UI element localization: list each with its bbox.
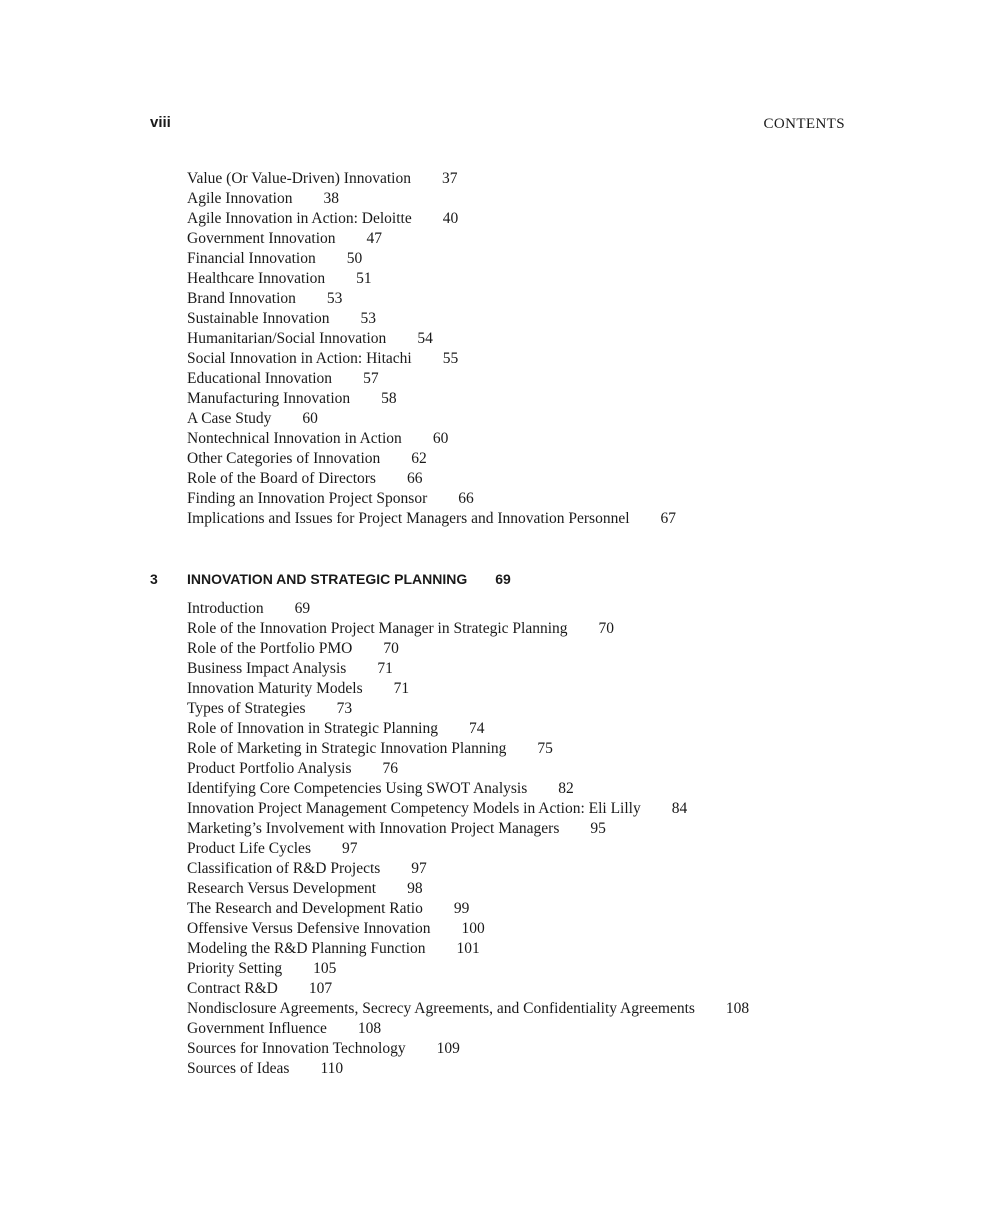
- toc-entry-page: 47: [366, 230, 383, 247]
- toc-entry-title: Marketing’s Involvement with Innovation Project Managers: [187, 820, 560, 837]
- toc-entry-page: 60: [302, 410, 318, 427]
- toc-entry-page: 38: [323, 190, 339, 207]
- toc-entry[interactable]: [187, 839, 749, 859]
- toc-entry-title: Finding an Innovation Project Sponsor: [187, 490, 428, 507]
- toc-entry-page: 95: [590, 820, 606, 837]
- toc-entry[interactable]: [187, 509, 676, 529]
- toc-entry-title: Agile Innovation: [187, 190, 293, 207]
- toc-entry-page: 53: [360, 310, 376, 327]
- toc-entry-page: 67: [660, 510, 677, 527]
- toc-entry-title: Nontechnical Innovation in Action: [187, 430, 402, 447]
- toc-entry-title: Types of Strategies: [187, 700, 306, 717]
- toc-entry[interactable]: [187, 719, 749, 739]
- toc-entry-page: 99: [453, 900, 470, 917]
- toc-entry-page: 108: [357, 1020, 382, 1037]
- toc-entry-page: 71: [393, 680, 410, 697]
- toc-entry[interactable]: [187, 229, 676, 249]
- toc-entry-title: Innovation Maturity Models: [187, 680, 363, 697]
- toc-entry-page: 60: [432, 430, 449, 447]
- toc-entry-title: Identifying Core Competencies Using SWOT Analysis: [187, 780, 528, 797]
- chapter-title: INNOVATION AND STRATEGIC PLANNING: [187, 571, 468, 587]
- toc-entry[interactable]: [187, 1059, 749, 1079]
- toc-entry[interactable]: [187, 1039, 749, 1059]
- toc-entry-title: Other Categories of Innovation: [187, 450, 381, 467]
- toc-entry-title: Classification of R&D Projects: [187, 860, 381, 877]
- toc-entry-title: Role of the Board of Directors: [187, 470, 376, 487]
- toc-entry-page: 100: [461, 920, 485, 937]
- toc-entry-title: Agile Innovation in Action: Deloitte: [187, 210, 412, 227]
- toc-entry-title: Manufacturing Innovation: [187, 390, 351, 407]
- toc-entry[interactable]: [187, 289, 676, 309]
- toc-entry[interactable]: [187, 489, 676, 509]
- toc-entry-title: Sources of Ideas: [187, 1060, 290, 1077]
- toc-entry[interactable]: [187, 659, 749, 679]
- toc-entry[interactable]: [187, 779, 749, 799]
- toc-entry-page: 58: [381, 390, 397, 407]
- toc-entry[interactable]: [187, 639, 749, 659]
- toc-entry[interactable]: [187, 249, 676, 269]
- chapter-number: 3: [150, 571, 158, 587]
- toc-entry[interactable]: [187, 879, 749, 899]
- toc-entry[interactable]: [187, 919, 749, 939]
- toc-entry[interactable]: [187, 799, 749, 819]
- toc-entry-page: 108: [725, 1000, 750, 1017]
- toc-entry-title: Role of Innovation in Strategic Planning: [187, 720, 438, 737]
- toc-entry-title: Role of Marketing in Strategic Innovation Planning: [187, 740, 507, 757]
- toc-entry-title: Role of the Portfolio PMO: [187, 640, 353, 657]
- toc-entry[interactable]: [187, 349, 676, 369]
- toc-entry-title: Sources for Innovation Technology: [187, 1040, 406, 1057]
- toc-entry-page: 40: [442, 210, 459, 227]
- toc-entry-title: Contract R&D: [187, 980, 278, 997]
- toc-entry[interactable]: [187, 899, 749, 919]
- toc-entry[interactable]: [187, 329, 676, 349]
- toc-entry-page: 54: [417, 330, 433, 347]
- toc-entry-page: 70: [383, 640, 399, 657]
- toc-entry[interactable]: [187, 269, 676, 289]
- toc-entry-title: Social Innovation in Action: Hitachi: [187, 350, 412, 367]
- toc-entry-page: 97: [411, 860, 427, 877]
- toc-entry[interactable]: [187, 939, 749, 959]
- toc-entry-page: 82: [558, 780, 574, 797]
- toc-entry[interactable]: [187, 859, 749, 879]
- toc-entry-page: 69: [294, 600, 311, 617]
- toc-entry[interactable]: [187, 309, 676, 329]
- toc-entry[interactable]: [187, 599, 749, 619]
- toc-entry-page: 37: [441, 170, 458, 187]
- toc-entry[interactable]: [187, 819, 749, 839]
- toc-entry[interactable]: [187, 999, 749, 1019]
- toc-entry-page: 55: [442, 350, 459, 367]
- toc-entry-title: Role of the Innovation Project Manager in Strategic Planning: [187, 620, 568, 637]
- toc-entry-title: Humanitarian/Social Innovation: [187, 330, 387, 347]
- toc-entry-title: Implications and Issues for Project Managers and Innovation Personnel: [187, 510, 630, 527]
- toc-entry-title: Sustainable Innovation: [187, 310, 330, 327]
- toc-entry-title: Research Versus Development: [187, 880, 377, 897]
- toc-entry-title: Innovation Project Management Competency Models in Action: Eli Lilly: [187, 800, 641, 817]
- toc-entry-title: Brand Innovation: [187, 290, 296, 307]
- toc-entry-page: 109: [436, 1040, 460, 1057]
- toc-entry-page: 110: [320, 1060, 344, 1077]
- toc-entry-page: 62: [411, 450, 427, 467]
- toc-list-chapter-3: [187, 599, 749, 1079]
- toc-entry-title: Modeling the R&D Planning Function: [187, 940, 426, 957]
- toc-list-continued: [187, 169, 676, 529]
- toc-entry-page: 74: [468, 720, 485, 737]
- toc-entry[interactable]: [187, 169, 676, 189]
- toc-entry-page: 53: [326, 290, 343, 307]
- toc-entry[interactable]: [187, 209, 676, 229]
- toc-entry-page: 75: [537, 740, 553, 757]
- toc-entry[interactable]: [187, 979, 749, 999]
- toc-entry-page: 98: [407, 880, 423, 897]
- toc-entry-title: Healthcare Innovation: [187, 270, 326, 287]
- toc-entry-title: Product Portfolio Analysis: [187, 760, 352, 777]
- toc-entry-page: 70: [598, 620, 615, 637]
- toc-entry-title: Government Innovation: [187, 230, 336, 247]
- toc-entry-page: 71: [377, 660, 393, 677]
- chapter-heading[interactable]: [150, 569, 511, 589]
- toc-entry-page: 76: [382, 760, 398, 777]
- toc-entry-title: Offensive Versus Defensive Innovation: [187, 920, 431, 937]
- toc-entry-title: Priority Setting: [187, 960, 283, 977]
- toc-entry[interactable]: [187, 429, 676, 449]
- toc-entry-title: The Research and Development Ratio: [187, 900, 423, 917]
- toc-entry-title: Educational Innovation: [187, 370, 333, 387]
- toc-entry-title: Financial Innovation: [187, 250, 316, 267]
- toc-entry[interactable]: [187, 959, 749, 979]
- toc-entry-title: Nondisclosure Agreements, Secrecy Agreements, and Confidentiality Agreements: [187, 1000, 695, 1017]
- toc-entry[interactable]: [187, 449, 676, 469]
- toc-entry[interactable]: [187, 699, 749, 719]
- toc-entry[interactable]: [187, 469, 676, 489]
- toc-entry-page: 107: [308, 980, 333, 997]
- toc-entry[interactable]: [187, 369, 676, 389]
- toc-entry-page: 101: [456, 940, 480, 957]
- toc-entry-page: 50: [346, 250, 363, 267]
- toc-entry-title: Value (Or Value-Driven) Innovation: [187, 170, 411, 187]
- toc-entry-title: Product Life Cycles: [187, 840, 311, 857]
- page-number: viii: [150, 114, 171, 131]
- toc-entry[interactable]: [187, 759, 749, 779]
- toc-entry-page: 66: [406, 470, 423, 487]
- toc-entry-title: Introduction: [187, 600, 264, 617]
- running-head: CONTENTS: [763, 116, 845, 132]
- toc-entry-title: Business Impact Analysis: [187, 660, 347, 677]
- toc-entry-page: 51: [356, 270, 372, 287]
- toc-entry[interactable]: [187, 189, 676, 209]
- toc-entry[interactable]: [187, 739, 749, 759]
- toc-entry-title: Government Influence: [187, 1020, 327, 1037]
- toc-entry-page: 105: [313, 960, 337, 977]
- toc-entry[interactable]: [187, 1019, 749, 1039]
- toc-entry-page: 57: [363, 370, 379, 387]
- toc-entry-title: A Case Study: [187, 410, 272, 427]
- toc-entry-page: 73: [336, 700, 353, 717]
- toc-entry-page: 97: [341, 840, 358, 857]
- chapter-page: 69: [495, 571, 511, 587]
- toc-entry[interactable]: [187, 679, 749, 699]
- toc-entry-page: 66: [458, 490, 474, 507]
- toc-entry-page: 84: [671, 800, 688, 817]
- toc-entry[interactable]: [187, 389, 676, 409]
- toc-entry[interactable]: [187, 409, 676, 429]
- toc-entry[interactable]: [187, 619, 749, 639]
